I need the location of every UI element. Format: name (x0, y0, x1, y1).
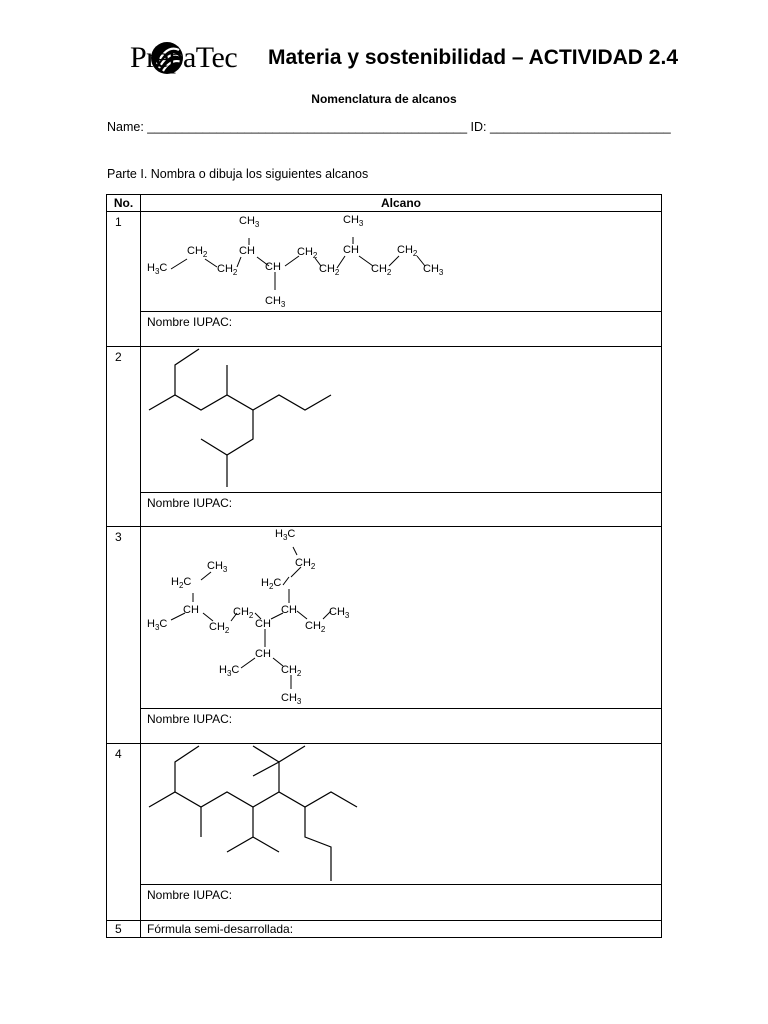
table-row (107, 493, 662, 527)
svg-text:CH3: $CH_3$ (239, 215, 260, 229)
svg-text:CH3: $CH_3$ (207, 560, 228, 574)
svg-text:H2C: $H_2C$ (261, 577, 282, 591)
row-number: 3 (107, 527, 141, 744)
svg-text:CH: CH (343, 244, 359, 256)
table-row (107, 921, 662, 938)
svg-text:CH: CH (255, 618, 271, 630)
svg-text:CH2: $CH_2$ (233, 606, 254, 620)
row-number: 2 (107, 347, 141, 527)
svg-text:CH: CH (183, 604, 199, 616)
svg-text:CH3: $CH_3$ (281, 692, 302, 705)
svg-text:H3C: $H_3C$ (147, 262, 168, 276)
iupac-answer-cell[interactable]: Nombre IUPAC: (141, 493, 662, 527)
svg-text:CH2: $CH_2$ (217, 263, 238, 277)
brand-name: PrepaTec (130, 41, 238, 74)
col-header-alcano: Alcano (141, 195, 662, 212)
svg-text:H3C: $H_3C$ (219, 664, 240, 678)
svg-text:CH2: $CH_2$ (187, 245, 208, 259)
svg-text:CH: CH (255, 648, 271, 660)
table-row (107, 212, 662, 312)
structure-cell (141, 347, 662, 493)
section-label: Parte I. Nombra o dibuja los siguientes alcanos (107, 167, 369, 181)
col-header-no: No. (107, 195, 141, 212)
svg-text:CH2: $CH_2$ (305, 620, 326, 634)
iupac-answer-cell[interactable]: Nombre IUPAC: (141, 885, 662, 921)
name-id-line[interactable]: Name: ______________________________________________ ID: __________________________ (107, 120, 671, 134)
row-number: 1 (107, 212, 141, 347)
table-header-row (107, 195, 662, 212)
page-title: Materia y sostenibilidad – ACTIVIDAD 2.4 (268, 46, 678, 69)
structure-cell (141, 212, 662, 312)
svg-text:CH2: $CH_2$ (371, 263, 392, 277)
alkane-2-structure (141, 347, 659, 489)
structure-cell (141, 527, 662, 709)
svg-text:H3C: $H_3C$ (275, 528, 296, 542)
alkane-3-structure (141, 527, 659, 705)
svg-text:CH3: $CH_3$ (423, 263, 444, 277)
table-row (107, 744, 662, 885)
svg-text:CH: CH (265, 261, 281, 273)
table-row (107, 527, 662, 709)
table-row (107, 885, 662, 921)
svg-text:CH2: $CH_2$ (319, 263, 340, 277)
alkane-1-structure (141, 212, 659, 308)
svg-text:CH2: $CH_2$ (295, 557, 316, 571)
svg-text:CH2: $CH_2$ (209, 621, 230, 635)
table-row (107, 347, 662, 493)
svg-text:H3C: $H_3C$ (147, 618, 168, 632)
svg-text:CH2: $CH_2$ (297, 246, 318, 260)
table-row (107, 709, 662, 744)
svg-text:CH: CH (239, 245, 255, 257)
svg-text:CH3: $CH_3$ (265, 295, 286, 308)
table-row (107, 312, 662, 347)
formula-answer-cell[interactable]: Fórmula semi-desarrollada: (141, 921, 662, 938)
page-subtitle: Nomenclatura de alcanos (311, 92, 457, 106)
svg-text:CH2: $CH_2$ (397, 244, 418, 258)
svg-text:CH: CH (281, 604, 297, 616)
structure-cell (141, 744, 662, 885)
alkane-table (106, 194, 662, 938)
iupac-answer-cell[interactable]: Nombre IUPAC: (141, 709, 662, 744)
svg-text:CH2: $CH_2$ (281, 664, 302, 678)
row-number: 4 (107, 744, 141, 921)
svg-text:CH3: $CH_3$ (329, 606, 350, 620)
iupac-answer-cell[interactable]: Nombre IUPAC: (141, 312, 662, 347)
alkane-4-structure (141, 744, 659, 881)
svg-text:H2C: $H_2C$ (171, 576, 192, 590)
row-number: 5 (107, 921, 141, 938)
svg-text:CH3: $CH_3$ (343, 214, 364, 228)
